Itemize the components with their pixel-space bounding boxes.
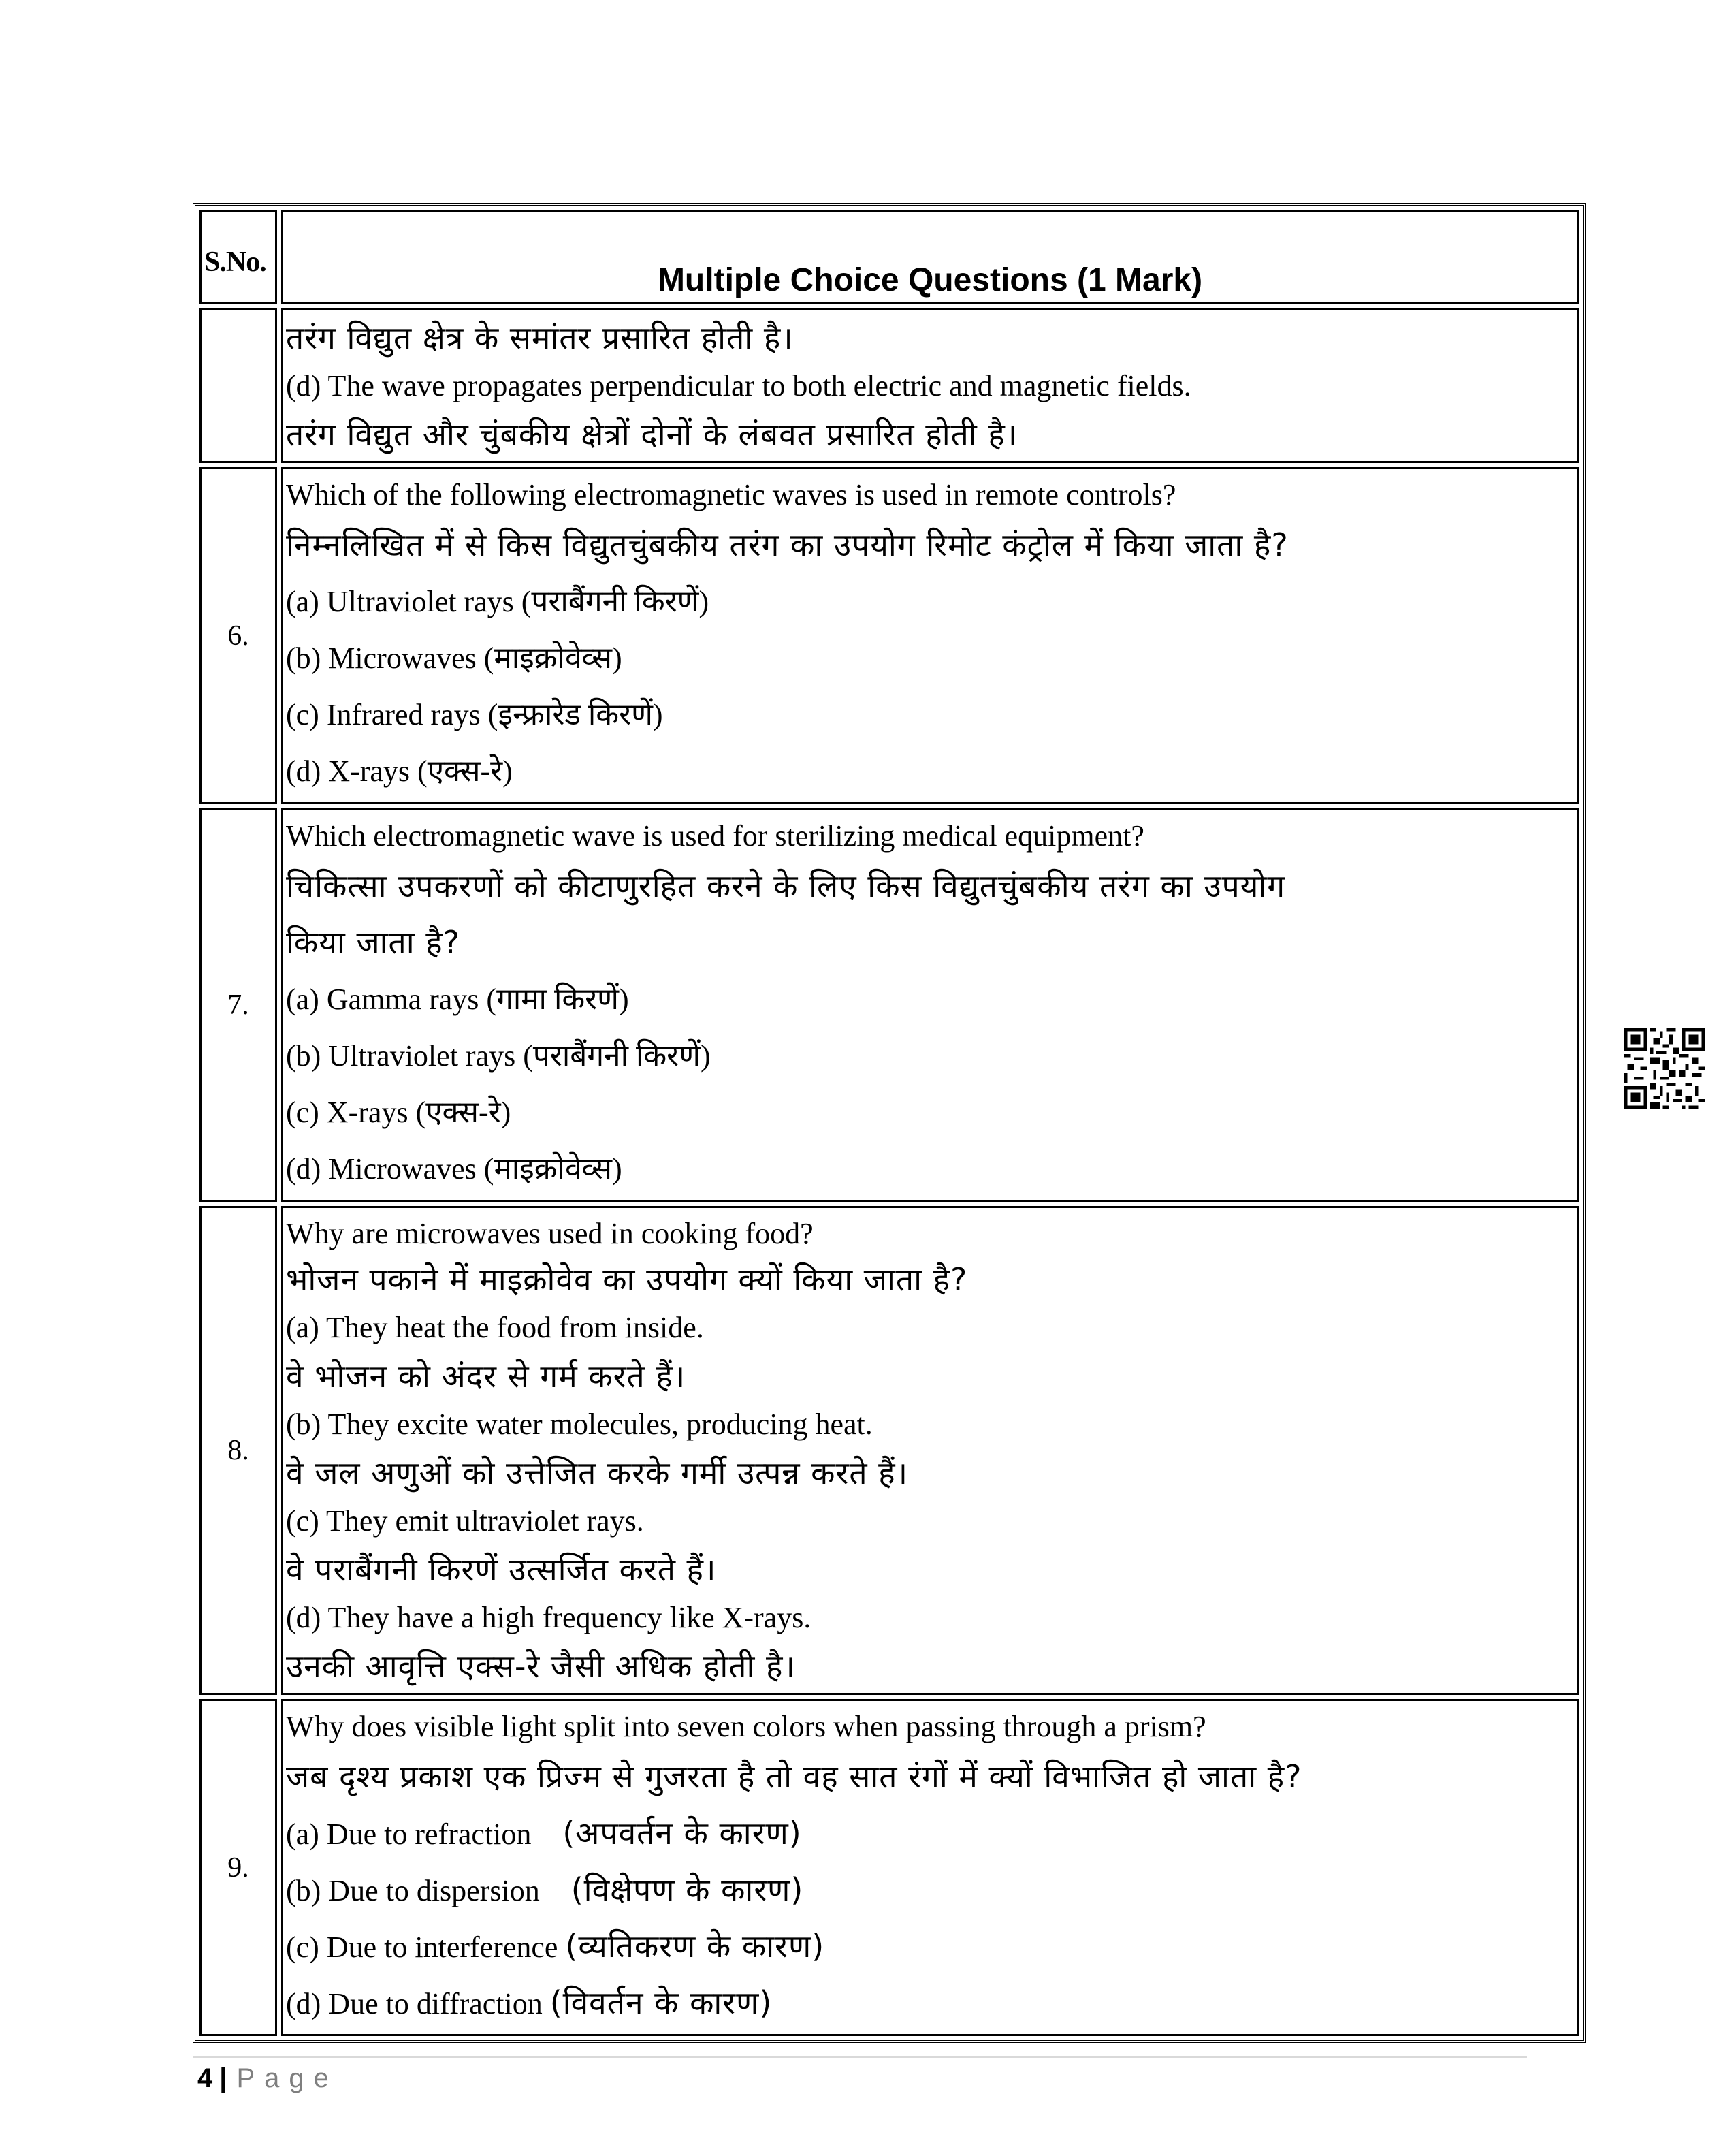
q8-option-b-en: (b) They excite water molecules, producing heat. <box>286 1408 873 1441</box>
q6-question-hi: निम्नलिखित में से किस विद्युतचुंबकीय तरंग का उपयोग रिमोट कंट्रोल में किया जाता है? <box>286 526 1289 563</box>
cont-line-2: (d) The wave propagates perpendicular to both electric and magnetic fields. <box>286 369 1191 402</box>
question-6-body <box>281 467 1579 804</box>
q9-question-en: Why does visible light split into seven colors when passing through a prism? <box>286 1710 1206 1743</box>
q7-option-b: (b) Ultraviolet rays (पराबैंगनी किरणें) <box>286 1039 711 1072</box>
qr-code <box>1624 1028 1705 1109</box>
q7-option-c: (c) X-rays (एक्स-रे) <box>286 1096 511 1129</box>
question-row-9 <box>199 1699 1579 2036</box>
q9-option-c-hi: (व्यतिकरण के कारण) <box>565 1928 825 1965</box>
page-footer <box>197 2063 338 2094</box>
q6-question-en: Which of the following electromagnetic waves is used in remote controls? <box>286 478 1176 511</box>
q8-option-c-hi: वे पराबैंगनी किरणें उत्सर्जित करते हैं। <box>286 1551 717 1588</box>
sno-8: 8. <box>199 1206 277 1695</box>
q8-option-a-hi: वे भोजन को अंदर से गर्म करते हैं। <box>286 1358 686 1395</box>
question-row-8 <box>199 1206 1579 1695</box>
q7-option-a: (a) Gamma rays (गामा किरणें) <box>286 983 629 1016</box>
q7-option-d: (d) Microwaves (माइक्रोवेव्स) <box>286 1152 622 1186</box>
q9-option-b-en: (b) Due to dispersion <box>286 1874 540 1907</box>
q9-option-d-en: (d) Due to diffraction <box>286 1987 543 2020</box>
q9-option-d <box>286 1975 1574 2031</box>
q9-option-a-en: (a) Due to refraction <box>286 1817 532 1851</box>
q9-option-b <box>286 1862 1574 1918</box>
q9-option-a <box>286 1805 1574 1862</box>
sno-header: S.No. <box>199 210 277 304</box>
footer-separator: | <box>219 2063 227 2093</box>
header-row <box>199 210 1579 304</box>
q8-question-en: Why are microwaves used in cooking food? <box>286 1217 814 1250</box>
q8-option-a-en: (a) They heat the food from inside. <box>286 1311 704 1344</box>
q9-question-hi: जब दृश्य प्रकाश एक प्रिज्म से गुजरता है तो वह सात रंगों में क्यों विभाजित हो जाता है? <box>286 1758 1302 1795</box>
question-row-6 <box>199 467 1579 804</box>
q6-option-a: (a) Ultraviolet rays (पराबैंगनी किरणें) <box>286 585 709 618</box>
q9-option-d-hi: (विवर्तन के कारण) <box>549 1984 773 2021</box>
q6-option-c: (c) Infrared rays (इन्फ्रारेड किरणें) <box>286 698 663 731</box>
q9-option-a-hi: (अपवर्तन के कारण) <box>562 1815 802 1852</box>
question-8-body <box>281 1206 1579 1695</box>
cont-line-1: तरंग विद्युत क्षेत्र के समांतर प्रसारित होती है। <box>286 319 794 356</box>
sno-7: 7. <box>199 808 277 1202</box>
q8-question-hi: भोजन पकाने में माइक्रोवेव का उपयोग क्यों किया जाता है? <box>286 1261 968 1298</box>
q9-option-c <box>286 1918 1574 1975</box>
q8-option-c-en: (c) They emit ultraviolet rays. <box>286 1504 644 1538</box>
q9-option-c-en: (c) Due to interference <box>286 1930 558 1964</box>
table-title: Multiple Choice Questions (1 Mark) <box>281 210 1579 304</box>
mcq-table <box>193 203 1586 2043</box>
q7-question-hi-2: किया जाता है? <box>286 924 461 961</box>
q8-option-b-hi: वे जल अणुओं को उत्तेजित करके गर्मी उत्पन्न करते हैं। <box>286 1455 909 1491</box>
question-row-7 <box>199 808 1579 1202</box>
continuation-body <box>281 308 1579 463</box>
q9-option-b-hi: (विक्षेपण के कारण) <box>570 1871 804 1908</box>
q8-option-d-en: (d) They have a high frequency like X-rays. <box>286 1601 811 1634</box>
q7-question-hi-1: चिकित्सा उपकरणों को कीटाणुरहित करने के लिए किस विद्युतचुंबकीय तरंग का उपयोग <box>286 868 1286 904</box>
q8-option-d-hi: उनकी आवृत्ति एक्स-रे जैसी अधिक होती है। <box>286 1648 796 1685</box>
continuation-row <box>199 308 1579 463</box>
page-label: Page <box>236 2063 338 2093</box>
cont-line-3: तरंग विद्युत और चुंबकीय क्षेत्रों दोनों के लंबवत प्रसारित होती है। <box>286 416 1018 453</box>
q7-question-en: Which electromagnetic wave is used for sterilizing medical equipment? <box>286 819 1144 853</box>
footer-divider <box>193 2056 1527 2058</box>
sno-9: 9. <box>199 1699 277 2036</box>
question-7-body <box>281 808 1579 1202</box>
question-9-body <box>281 1699 1579 2036</box>
sno-6: 6. <box>199 467 277 804</box>
sno-cell-empty <box>199 308 277 463</box>
page-number: 4 <box>197 2063 213 2093</box>
q6-option-b: (b) Microwaves (माइक्रोवेव्स) <box>286 641 622 675</box>
q6-option-d: (d) X-rays (एक्स-रे) <box>286 754 513 788</box>
